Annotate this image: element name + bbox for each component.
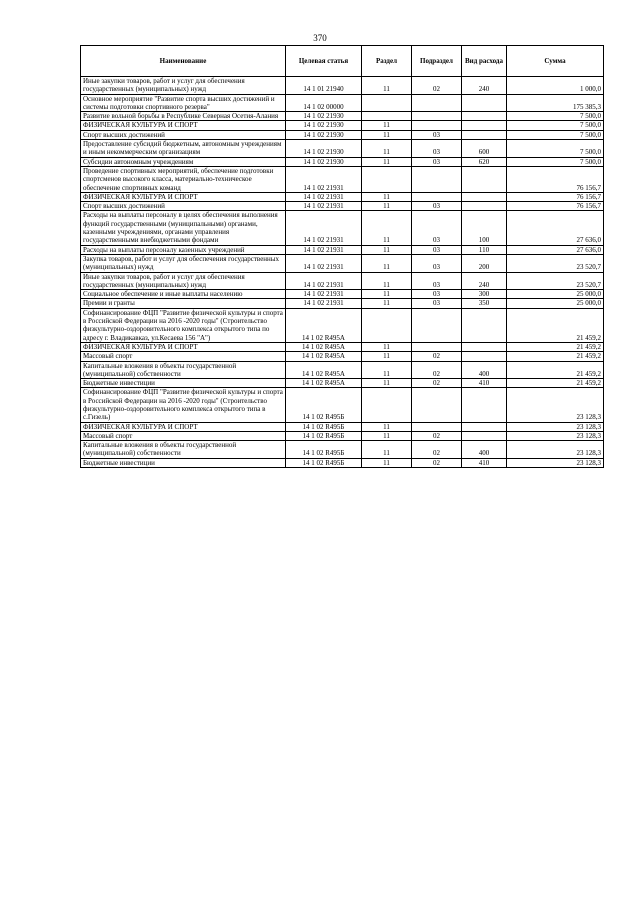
row-name-cell: Софинансирование ФЦП "Развитие физической культуры и спорта в Российской Федерации на 2016 -2020 годы" (Строительство физкультурно-оздоровительного комплекса открытого типа в с.Гизель) (81, 388, 286, 422)
table-row (81, 388, 604, 422)
row-subsection-cell: 03 (412, 299, 462, 308)
row-section-cell: 11 (362, 254, 412, 272)
row-name-cell: Иные закупки товаров, работ и услуг для обеспечения государственных (муниципальных) нужд (81, 77, 286, 95)
row-name-cell: Бюджетные инвестиции (81, 458, 286, 467)
row-expense-type-cell: 200 (462, 254, 507, 272)
row-target-cell: 14 1 02 21931 (286, 202, 362, 211)
row-section-cell: 11 (362, 211, 412, 245)
row-expense-type-cell (462, 342, 507, 351)
row-section-cell: 11 (362, 299, 412, 308)
row-target-cell: 14 1 02 21931 (286, 254, 362, 272)
row-name-cell: Расходы на выплаты персоналу в целях обеспечения выполнения функций государственными (муниципальными) органами, казенными учреждениями, органами управления государственными внебюджетными фондами (81, 211, 286, 245)
table-row (81, 166, 604, 192)
table-row (81, 254, 604, 272)
row-target-cell: 14 1 02 R495А (286, 352, 362, 361)
row-sum-cell: 23 128,3 (507, 458, 604, 467)
table-row (81, 192, 604, 201)
table-row (81, 94, 604, 112)
row-target-cell: 14 1 02 R495Б (286, 441, 362, 459)
row-name-cell: Массовый спорт (81, 352, 286, 361)
row-target-cell: 14 1 02 21930 (286, 140, 362, 158)
row-subsection-cell (412, 192, 462, 201)
row-name-cell: Основное мероприятие "Развитие спорта высших достижений и системы подготовки спортивного резерва" (81, 94, 286, 112)
table-row (81, 272, 604, 290)
row-expense-type-cell (462, 192, 507, 201)
row-target-cell: 14 1 02 R495А (286, 361, 362, 379)
row-target-cell: 14 1 02 21931 (286, 211, 362, 245)
table-row (81, 361, 604, 379)
row-sum-cell: 21 459,2 (507, 379, 604, 388)
row-sum-cell: 7 500,0 (507, 112, 604, 121)
row-section-cell (362, 112, 412, 121)
row-section-cell: 11 (362, 140, 412, 158)
row-sum-cell: 7 500,0 (507, 121, 604, 130)
row-target-cell: 14 1 01 21940 (286, 77, 362, 95)
row-sum-cell: 21 459,2 (507, 361, 604, 379)
column-header-target: Целевая статья (286, 46, 362, 77)
row-expense-type-cell: 410 (462, 458, 507, 467)
row-subsection-cell: 03 (412, 202, 462, 211)
row-subsection-cell: 03 (412, 245, 462, 254)
row-expense-type-cell: 240 (462, 272, 507, 290)
row-subsection-cell: 03 (412, 211, 462, 245)
row-expense-type-cell (462, 422, 507, 431)
table-row (81, 202, 604, 211)
row-subsection-cell: 02 (412, 458, 462, 467)
row-expense-type-cell: 400 (462, 361, 507, 379)
row-expense-type-cell (462, 388, 507, 422)
row-expense-type-cell: 300 (462, 290, 507, 299)
row-section-cell: 11 (362, 458, 412, 467)
row-section-cell (362, 94, 412, 112)
row-target-cell: 14 1 02 R495А (286, 379, 362, 388)
row-section-cell (362, 308, 412, 342)
page-number: 370 (313, 33, 327, 43)
row-target-cell: 14 1 02 21930 (286, 130, 362, 139)
row-sum-cell: 7 500,0 (507, 130, 604, 139)
row-target-cell: 14 1 02 21931 (286, 290, 362, 299)
row-name-cell: Капитальные вложения в объекты государственной (муниципальной) собственности (81, 361, 286, 379)
row-subsection-cell: 02 (412, 379, 462, 388)
row-sum-cell: 23 128,3 (507, 441, 604, 459)
row-subsection-cell (412, 342, 462, 351)
row-subsection-cell: 03 (412, 157, 462, 166)
row-expense-type-cell (462, 94, 507, 112)
row-subsection-cell (412, 94, 462, 112)
row-target-cell: 14 1 02 R495Б (286, 458, 362, 467)
table-row (81, 352, 604, 361)
row-expense-type-cell: 240 (462, 77, 507, 95)
row-section-cell: 11 (362, 431, 412, 440)
table-row (81, 299, 604, 308)
row-name-cell: Спорт высших достижений (81, 130, 286, 139)
table-row (81, 458, 604, 467)
row-sum-cell: 27 636,0 (507, 211, 604, 245)
row-sum-cell: 27 636,0 (507, 245, 604, 254)
row-section-cell: 11 (362, 361, 412, 379)
row-subsection-cell (412, 388, 462, 422)
row-name-cell: Спорт высших достижений (81, 202, 286, 211)
row-expense-type-cell (462, 308, 507, 342)
table-row (81, 77, 604, 95)
row-section-cell: 11 (362, 245, 412, 254)
row-section-cell: 11 (362, 272, 412, 290)
budget-table (80, 45, 604, 468)
table-row (81, 245, 604, 254)
row-name-cell: Субсидии автономным учреждениям (81, 157, 286, 166)
row-expense-type-cell: 350 (462, 299, 507, 308)
row-sum-cell: 7 500,0 (507, 140, 604, 158)
row-name-cell: Бюджетные инвестиции (81, 379, 286, 388)
row-target-cell: 14 1 02 21931 (286, 192, 362, 201)
row-expense-type-cell (462, 352, 507, 361)
row-expense-type-cell: 100 (462, 211, 507, 245)
row-expense-type-cell (462, 166, 507, 192)
row-sum-cell: 21 459,2 (507, 352, 604, 361)
row-sum-cell: 1 000,0 (507, 77, 604, 95)
column-header-sum: Сумма (507, 46, 604, 77)
row-subsection-cell: 02 (412, 77, 462, 95)
row-sum-cell: 25 000,0 (507, 299, 604, 308)
row-name-cell: Проведение спортивных мероприятий, обеспечение подготовки спортсменов высокого класса, материально-техническое обеспечение спортивных команд (81, 166, 286, 192)
row-name-cell: Предоставление субсидий бюджетным, автономным учреждениям и иным некоммерческим организациям (81, 140, 286, 158)
row-target-cell: 14 1 02 21930 (286, 112, 362, 121)
row-subsection-cell: 03 (412, 254, 462, 272)
row-name-cell: Капитальные вложения в объекты государственной (муниципальной) собственности (81, 441, 286, 459)
row-expense-type-cell (462, 130, 507, 139)
row-section-cell: 11 (362, 192, 412, 201)
row-target-cell: 14 1 02 R495Б (286, 431, 362, 440)
row-sum-cell: 23 128,3 (507, 388, 604, 422)
row-target-cell: 14 1 02 R495Б (286, 388, 362, 422)
row-section-cell: 11 (362, 130, 412, 139)
table-row (81, 441, 604, 459)
row-name-cell: Социальное обеспечение и иные выплаты населению (81, 290, 286, 299)
row-section-cell: 11 (362, 342, 412, 351)
row-subsection-cell: 02 (412, 361, 462, 379)
row-sum-cell: 76 156,7 (507, 192, 604, 201)
table-row (81, 290, 604, 299)
table-row (81, 211, 604, 245)
row-target-cell: 14 1 02 21931 (286, 166, 362, 192)
table-header-row (81, 46, 604, 77)
row-expense-type-cell: 410 (462, 379, 507, 388)
row-target-cell: 14 1 02 21930 (286, 157, 362, 166)
row-target-cell: 14 1 02 R495Б (286, 422, 362, 431)
row-name-cell: Премии и гранты (81, 299, 286, 308)
row-section-cell: 11 (362, 441, 412, 459)
row-name-cell: Массовый спорт (81, 431, 286, 440)
column-header-section: Раздел (362, 46, 412, 77)
row-target-cell: 14 1 02 R495А (286, 308, 362, 342)
row-section-cell: 11 (362, 290, 412, 299)
row-section-cell: 11 (362, 379, 412, 388)
table-row (81, 121, 604, 130)
row-name-cell: Расходы на выплаты персоналу казенных учреждений (81, 245, 286, 254)
row-subsection-cell: 02 (412, 352, 462, 361)
row-name-cell: ФИЗИЧЕСКАЯ КУЛЬТУРА И СПОРТ (81, 192, 286, 201)
row-subsection-cell: 02 (412, 441, 462, 459)
row-section-cell: 11 (362, 77, 412, 95)
row-target-cell: 14 1 02 R495А (286, 342, 362, 351)
row-target-cell: 14 1 02 00000 (286, 94, 362, 112)
row-sum-cell: 25 000,0 (507, 290, 604, 299)
row-subsection-cell: 02 (412, 431, 462, 440)
table-row (81, 140, 604, 158)
row-sum-cell: 21 459,2 (507, 342, 604, 351)
row-section-cell (362, 388, 412, 422)
row-name-cell: Софинансирование ФЦП "Развитие физической культуры и спорта в Российской Федерации на 2016 -2020 годы" (Строительство физкультурно-оздоровительного комплекса открытого типа по адресу г. Владикавказ, ул.Кесаева 156 "А") (81, 308, 286, 342)
table-row (81, 308, 604, 342)
table-row (81, 130, 604, 139)
row-expense-type-cell: 600 (462, 140, 507, 158)
row-section-cell: 11 (362, 157, 412, 166)
row-subsection-cell: 03 (412, 140, 462, 158)
row-expense-type-cell: 620 (462, 157, 507, 166)
row-target-cell: 14 1 02 21931 (286, 272, 362, 290)
row-expense-type-cell (462, 431, 507, 440)
row-name-cell: Развитие вольной борьбы в Республике Северная Осетия-Алания (81, 112, 286, 121)
table-row (81, 112, 604, 121)
table-row (81, 422, 604, 431)
row-sum-cell: 23 128,3 (507, 422, 604, 431)
row-sum-cell: 23 520,7 (507, 254, 604, 272)
row-subsection-cell: 03 (412, 130, 462, 139)
table-row (81, 157, 604, 166)
row-section-cell: 11 (362, 202, 412, 211)
table-row (81, 379, 604, 388)
row-section-cell: 11 (362, 121, 412, 130)
row-name-cell: Иные закупки товаров, работ и услуг для обеспечения государственных (муниципальных) нужд (81, 272, 286, 290)
row-expense-type-cell (462, 112, 507, 121)
column-header-expense-type: Вид расхода (462, 46, 507, 77)
row-subsection-cell (412, 112, 462, 121)
row-name-cell: ФИЗИЧЕСКАЯ КУЛЬТУРА И СПОРТ (81, 422, 286, 431)
row-sum-cell: 23 128,3 (507, 431, 604, 440)
row-name-cell: Закупка товаров, работ и услуг для обеспечения государственных (муниципальных) нужд (81, 254, 286, 272)
row-expense-type-cell (462, 202, 507, 211)
row-target-cell: 14 1 02 21930 (286, 121, 362, 130)
table-row (81, 342, 604, 351)
column-header-name: Наименование (81, 46, 286, 77)
row-target-cell: 14 1 02 21931 (286, 299, 362, 308)
row-expense-type-cell (462, 121, 507, 130)
row-section-cell: 11 (362, 422, 412, 431)
row-subsection-cell (412, 308, 462, 342)
row-subsection-cell (412, 422, 462, 431)
row-expense-type-cell: 400 (462, 441, 507, 459)
row-name-cell: ФИЗИЧЕСКАЯ КУЛЬТУРА И СПОРТ (81, 342, 286, 351)
row-name-cell: ФИЗИЧЕСКАЯ КУЛЬТУРА И СПОРТ (81, 121, 286, 130)
row-subsection-cell: 03 (412, 290, 462, 299)
table-row (81, 431, 604, 440)
row-section-cell (362, 166, 412, 192)
row-subsection-cell (412, 121, 462, 130)
row-sum-cell: 76 156,7 (507, 166, 604, 192)
row-subsection-cell: 03 (412, 272, 462, 290)
column-header-subsection: Подраздел (412, 46, 462, 77)
row-subsection-cell (412, 166, 462, 192)
row-expense-type-cell: 110 (462, 245, 507, 254)
row-section-cell: 11 (362, 352, 412, 361)
row-sum-cell: 175 385,3 (507, 94, 604, 112)
row-sum-cell: 76 156,7 (507, 202, 604, 211)
row-sum-cell: 7 500,0 (507, 157, 604, 166)
row-sum-cell: 23 520,7 (507, 272, 604, 290)
row-target-cell: 14 1 02 21931 (286, 245, 362, 254)
row-sum-cell: 21 459,2 (507, 308, 604, 342)
